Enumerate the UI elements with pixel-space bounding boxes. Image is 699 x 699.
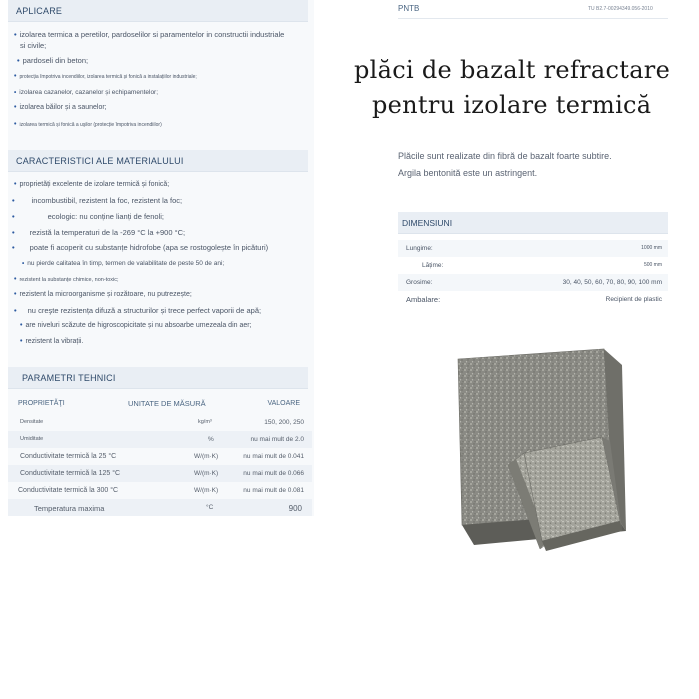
aplicare-item: • izolarea termică și fonică a uşilor (protecție împotriva incendiilor) bbox=[14, 121, 162, 128]
caracteristici-item: • are niveluri scăzute de higroscopicitate și nu absoarbe umezeala din aer; bbox=[20, 322, 252, 329]
header-divider bbox=[398, 18, 668, 19]
caracteristici-item: • nu pierde calitatea în timp, termen de valabilitate de peste 50 de ani; bbox=[22, 260, 225, 267]
caracteristici-item: • rezistă la temperaturi de la -269 °C la +900 °C; bbox=[12, 228, 186, 237]
caracteristici-item: • ecologic: nu conține lianți de fenoli; bbox=[12, 212, 164, 221]
aplicare-item: • izolarea băilor și a saunelor; bbox=[14, 104, 107, 111]
intro-line1: Plăcile sunt realizate din fibră de bazalt foarte subtire. bbox=[398, 151, 612, 161]
table-row: Conductivitate termică la 300 °C W/(m·K) nu mai mult de 0.081 bbox=[18, 487, 304, 494]
intro-line2: Argila bentonită este un astringent. bbox=[398, 168, 538, 178]
dimension-row: Lungime: 1000 mm bbox=[398, 240, 668, 257]
page-title-line2: pentru izolare termică bbox=[372, 91, 652, 119]
brand-label: PNTB bbox=[398, 4, 420, 13]
parametri-heading: PARAMETRI TEHNICI bbox=[8, 367, 308, 389]
table-row: Conductivitate termică la 125 °C W/(m·K) nu mai mult de 0.066 bbox=[8, 465, 312, 482]
dimension-row: Ambalare: Recipient de plastic bbox=[406, 295, 662, 304]
aplicare-item: • izolarea cazanelor, cazanelor și echipamentelor; bbox=[14, 89, 159, 96]
col-unitate: UNITATE DE MĂSURĂ bbox=[128, 399, 206, 408]
aplicare-item: • pardoseli din beton; bbox=[17, 56, 89, 65]
dimensiuni-heading: DIMENSIUNI bbox=[398, 212, 668, 234]
col-valoare: VALOARE bbox=[267, 400, 300, 407]
aplicare-item: • protecția împotriva incendiilor, izolarea termică și fonică a instalațiilor industriale; bbox=[14, 73, 197, 80]
caracteristici-item: • proprietăți excelente de izolare termică și fonică; bbox=[14, 181, 170, 188]
caracteristici-item: • rezistent la substanțe chimice, non-toxic; bbox=[14, 276, 119, 283]
table-row: Densitate kg/m³ 150, 200, 250 bbox=[20, 419, 304, 426]
table-row: Conductivitate termică la 25 °C W/(m·K) nu mai mult de 0.041 bbox=[20, 453, 304, 460]
aplicare-item: • izolarea termica a peretilor, pardoselilor si paramentelor in constructii industriale bbox=[14, 30, 285, 39]
caracteristici-item: • incombustibil, rezistent la foc, rezistent la foc; bbox=[12, 196, 183, 205]
dimension-row: Lățime: 500 mm bbox=[422, 262, 662, 269]
parametri-table-header bbox=[8, 395, 312, 412]
basalt-slab-image bbox=[452, 345, 628, 552]
page-title-line1: plăci de bazalt refractare bbox=[354, 56, 671, 84]
col-proprietati: PROPRIETĂŢI bbox=[18, 400, 65, 407]
table-row: Umiditate % nu mai mult de 2.0 bbox=[8, 431, 312, 448]
caracteristici-item: • rezistent la microorganisme și rozătoare, nu putrezește; bbox=[14, 291, 192, 298]
table-row: Temperatura maxima °C 900 bbox=[8, 499, 312, 516]
caracteristici-item: • poate fi acoperit cu substanțe hidrofobe (apa se rostogolește în picături) bbox=[12, 243, 269, 252]
caracteristici-item: • rezistent la vibrații. bbox=[20, 338, 84, 345]
standard-code: TU B2.7-00294349.056-2010 bbox=[588, 6, 653, 12]
caracteristici-item: • nu creşte rezistența difuză a structurilor și trece perfect vaporii de apă; bbox=[14, 306, 262, 315]
dimension-row: Grosime: 30, 40, 50, 60, 70, 80, 90, 100 mm bbox=[398, 274, 668, 291]
aplicare-item-cont: si civile; bbox=[20, 41, 47, 50]
aplicare-heading: APLICARE bbox=[8, 0, 308, 22]
caracteristici-heading: CARACTERISTICI ALE MATERIALULUI bbox=[8, 150, 308, 172]
